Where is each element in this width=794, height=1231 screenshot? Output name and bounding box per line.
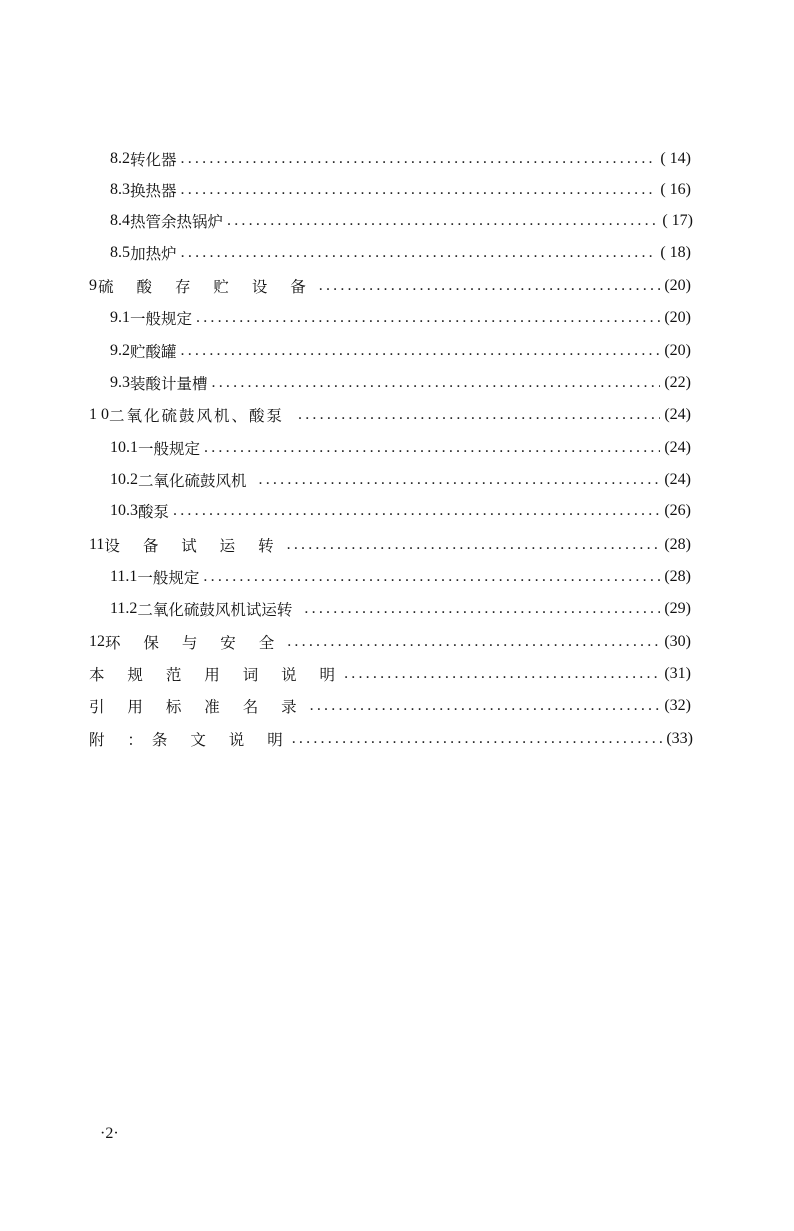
toc-entry-title: 二氧化硫鼓风机试运转 <box>137 601 293 619</box>
toc-entry[interactable] <box>110 241 691 265</box>
toc-entry-page: ( 18) <box>660 244 691 261</box>
toc-entry-title: 热管余热锅炉 <box>130 213 224 231</box>
leader-dots <box>292 730 663 748</box>
toc-entry-page: (29) <box>664 600 691 617</box>
toc-entry-number: 10.2 <box>110 471 138 488</box>
toc-entry-title: 二氧化硫鼓风机、酸泵 <box>109 407 285 425</box>
toc-entry-number: 8.4 <box>110 212 130 229</box>
toc-entry-title: 环 保 与 安 全 <box>105 634 284 652</box>
leader-dots <box>196 309 660 327</box>
toc-entry-title: 贮酸罐 <box>130 343 177 361</box>
toc-entry-page: (32) <box>664 697 691 714</box>
toc-entry-page: (20) <box>664 309 691 326</box>
leader-dots <box>287 536 661 554</box>
toc-entry-page: (24) <box>664 471 691 488</box>
leader-dots <box>287 633 660 651</box>
toc-entry[interactable] <box>89 533 691 557</box>
toc-entry-page: (20) <box>664 277 691 294</box>
leader-dots <box>203 568 660 586</box>
toc-entry-title: 本 规 范 用 词 说 明 <box>89 666 345 684</box>
toc-entry[interactable] <box>110 209 693 233</box>
toc-entry-page: ( 14) <box>660 150 691 167</box>
leader-dots <box>212 374 661 392</box>
toc-entry-number: 10.3 <box>110 502 138 519</box>
toc-entry[interactable] <box>110 339 691 363</box>
toc-entry-number: 11.2 <box>110 600 138 617</box>
toc-entry[interactable] <box>89 694 691 718</box>
toc-entry-page: ( 16) <box>660 181 691 198</box>
leader-dots <box>181 150 657 168</box>
toc-entry[interactable] <box>110 597 691 621</box>
leader-dots <box>298 406 660 424</box>
toc-entry[interactable] <box>110 178 691 202</box>
toc-entry[interactable] <box>110 499 691 523</box>
toc-entry-title: 设 备 试 运 转 <box>104 537 283 555</box>
toc-entry-page: (22) <box>664 374 691 391</box>
toc-entry-title: 一般规定 <box>137 569 200 587</box>
toc-entry-title: 装酸计量槽 <box>130 375 208 393</box>
leader-dots <box>310 697 661 715</box>
page-number: ·2· <box>100 1125 119 1142</box>
toc-entry-page: (20) <box>664 342 691 359</box>
toc-entry-number: 10.1 <box>110 439 138 456</box>
toc-entry-title: 加热炉 <box>130 245 177 263</box>
toc-entry[interactable] <box>89 630 691 654</box>
toc-entry-page: (33) <box>666 730 693 747</box>
toc-entry[interactable] <box>110 147 691 171</box>
toc-entry-title: 附 ：条 文 说 明 <box>89 731 292 749</box>
toc-entry-title: 引 用 标 准 名 录 <box>89 698 306 716</box>
leader-dots <box>227 212 658 230</box>
toc-entry-title: 一般规定 <box>130 310 193 328</box>
toc-entry[interactable] <box>110 565 691 589</box>
toc-entry-title: 换热器 <box>130 182 177 200</box>
toc-entry-number: 9 <box>89 277 97 294</box>
toc-entry-number: 11.1 <box>110 568 138 585</box>
leader-dots <box>319 277 661 295</box>
toc-entry[interactable] <box>110 436 691 460</box>
toc-entry-number: 1 0 <box>89 406 109 423</box>
toc-entry[interactable] <box>89 274 691 298</box>
toc-entry-number: 9.2 <box>110 342 130 359</box>
toc-entry[interactable] <box>110 306 691 330</box>
toc-entry-title: 硫 酸 存 贮 设 备 <box>98 278 315 296</box>
toc-entry-number: 8.2 <box>110 150 130 167</box>
toc-entry-title: 一般规定 <box>138 440 201 458</box>
toc-entry[interactable] <box>89 662 691 686</box>
toc-entry[interactable] <box>89 727 693 751</box>
toc-entry-number: 8.5 <box>110 244 130 261</box>
toc-entry[interactable] <box>89 403 691 427</box>
toc-entry-title: 转化器 <box>130 151 177 169</box>
toc-entry-title: 酸泵 <box>138 503 170 521</box>
toc-entry-number: 9.3 <box>110 374 130 391</box>
toc-entry-page: (26) <box>664 502 691 519</box>
toc-entry-title: 二氧化硫鼓风机 <box>138 472 247 490</box>
leader-dots <box>181 181 657 199</box>
leader-dots <box>344 665 660 683</box>
leader-dots <box>204 439 660 457</box>
toc-entry-page: (31) <box>664 665 691 682</box>
toc-entry-page: (30) <box>664 633 691 650</box>
toc-entry-page: (24) <box>664 439 691 456</box>
toc-entry[interactable] <box>110 468 691 492</box>
leader-dots <box>304 600 660 618</box>
toc-entry-page: (24) <box>664 406 691 423</box>
toc-entry-number: 11 <box>89 536 105 553</box>
leader-dots <box>259 471 661 489</box>
toc-entry[interactable] <box>110 371 691 395</box>
leader-dots <box>181 244 657 262</box>
toc-entry-page: ( 17) <box>662 212 693 229</box>
toc-entry-number: 9.1 <box>110 309 130 326</box>
toc-entry-page: (28) <box>664 536 691 553</box>
toc-entry-number: 8.3 <box>110 181 130 198</box>
leader-dots <box>173 502 660 520</box>
toc-entry-number: 12 <box>89 633 105 650</box>
toc-entry-page: (28) <box>664 568 691 585</box>
leader-dots <box>181 342 661 360</box>
